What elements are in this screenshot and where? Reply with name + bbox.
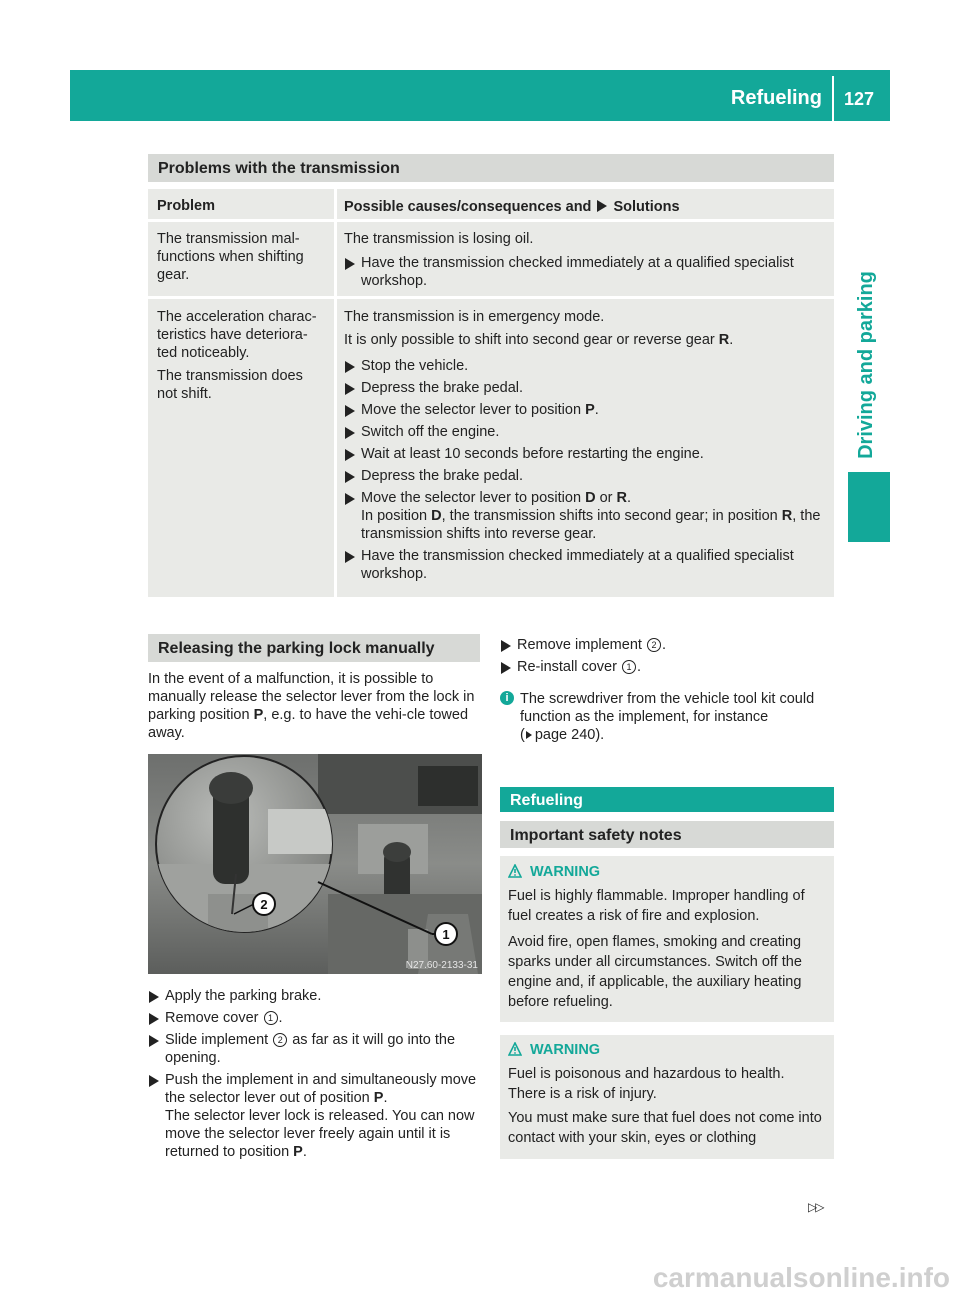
parking-lock-steps-left — [148, 987, 482, 1161]
callout-1 — [435, 923, 457, 945]
col-solutions-prefix: Possible causes/consequences and — [344, 199, 592, 215]
safety-notes-title: Important safety notes — [510, 827, 682, 844]
row2-problem-a: The acceleration charac-teristics have deteriora-ted noticeably. — [157, 309, 317, 361]
table-header-solutions — [337, 189, 834, 219]
parking-step-6: Re-install cover 1 . — [500, 658, 834, 676]
parking-step-5: Remove implement 2 . — [500, 636, 834, 654]
problems-title: Problems with the transmission — [158, 160, 400, 177]
warning1-text-2: Avoid fire, open flames, smoking and creating sparks under all circumstances. Switch off the engine and, if applicable, the auxiliary heating before refueling. — [508, 934, 802, 1010]
info-text: The screwdriver from the vehicle tool kit could function as the implement, for instance — [520, 691, 815, 725]
row2-step-6: Depress the brake pedal. — [344, 467, 828, 485]
selector-lever-figure — [148, 754, 482, 974]
table-row-1-problem — [148, 222, 334, 296]
figure-code: N27.60-2133-31 — [405, 960, 478, 971]
table-row-2-solution — [337, 299, 834, 597]
table-header-problem — [148, 189, 334, 219]
row2-step-4: Switch off the engine. — [344, 423, 828, 441]
page-number: 127 — [844, 89, 875, 109]
callout-2 — [253, 893, 275, 915]
row2-step-8: Have the transmission checked immediately at a qualified specialist workshop. — [344, 547, 828, 583]
info-icon: i — [500, 691, 514, 705]
warning2-text-2: There is a risk of injury. — [508, 1086, 657, 1102]
problems-title-bar — [148, 154, 834, 182]
row2-step-1: Stop the vehicle. — [344, 357, 828, 375]
parking-lock-title: Releasing the parking lock manually — [158, 640, 435, 657]
col-problem-label: Problem — [157, 198, 216, 214]
page-ref[interactable]: page 240). — [534, 727, 605, 743]
warning2-text-1: Fuel is poisonous and hazardous to health. — [508, 1066, 785, 1082]
parking-lock-steps-right — [500, 636, 834, 676]
row2-cause-a: The transmission is in emergency mode. — [344, 309, 605, 325]
parking-lock-title-bar — [148, 634, 480, 662]
row2-problem-b: The transmission does not shift. — [157, 368, 303, 402]
parking-lock-intro: In the event of a malfunction, it is possible to manually release the selector lever from the lock in parking position P, e.g. to have the vehi-cle towed away. — [148, 671, 475, 741]
row2-cause-b: It is only possible to shift into second gear or reverse gear R. — [344, 332, 734, 348]
row2-step-2: Depress the brake pedal. — [344, 379, 828, 397]
row2-step-3: Move the selector lever to position P. — [344, 401, 828, 419]
svg-text:2: 2 — [260, 897, 268, 912]
row2-step-5: Wait at least 10 seconds before restarting the engine. — [344, 445, 828, 463]
continue-mark: ▷▷ — [808, 1200, 823, 1214]
table-row-1-solution — [337, 222, 834, 296]
parking-step-1: Apply the parking brake. — [148, 987, 482, 1005]
row1-problem-text: The transmission mal-functions when shifting gear. — [157, 231, 304, 283]
col-solutions-suffix: Solutions — [613, 199, 680, 215]
refueling-title-bar — [500, 787, 834, 812]
refueling-title: Refueling — [510, 792, 583, 809]
warning-triangle-icon — [508, 864, 522, 878]
warning2-text-3: You must make sure that fuel does not come into contact with your skin, eyes or clothing — [508, 1110, 822, 1146]
warning-label-2: WARNING — [530, 1042, 601, 1058]
row1-step-1: Have the transmission checked immediately at a qualified specialist workshop. — [344, 254, 828, 290]
side-tab-label: Driving and parking — [855, 271, 877, 459]
svg-text:1: 1 — [442, 927, 450, 942]
header-section-title: Refueling — [730, 87, 822, 109]
header-divider — [832, 76, 834, 121]
row1-cause: The transmission is losing oil. — [344, 231, 534, 247]
watermark: carmanualsonline.info — [652, 1262, 950, 1293]
table-row-2-problem — [148, 299, 334, 597]
row2-step-7: Move the selector lever to position D or R. In position D, the transmission shifts into second gear; in position R, the transmission shifts into reverse gear. — [344, 489, 828, 543]
parking-step-4: Push the implement in and simultaneously move the selector lever out of position P. The selector lever lock is released. You can now move the selector lever freely again until it is returned to position P. — [148, 1071, 482, 1161]
safety-notes-title-bar — [500, 821, 834, 848]
page-ref-arrow-icon — [526, 731, 532, 739]
parking-step-3: Slide implement 2 as far as it will go into the opening. — [148, 1031, 482, 1067]
warning1-text-1: Fuel is highly flammable. Improper handling of fuel creates a risk of fire and explosion. — [508, 888, 805, 924]
solutions-arrow-icon — [597, 200, 607, 212]
warning-box-2 — [500, 1035, 834, 1159]
side-tab-block — [848, 472, 890, 542]
warning-triangle-icon — [508, 1042, 522, 1056]
warning-box-1 — [500, 856, 834, 1022]
parking-step-2: Remove cover 1 . — [148, 1009, 482, 1027]
info-note: i The screwdriver from the vehicle tool kit could function as the implement, for instance ( page 240). — [500, 690, 834, 744]
warning-label-1: WARNING — [530, 864, 601, 880]
